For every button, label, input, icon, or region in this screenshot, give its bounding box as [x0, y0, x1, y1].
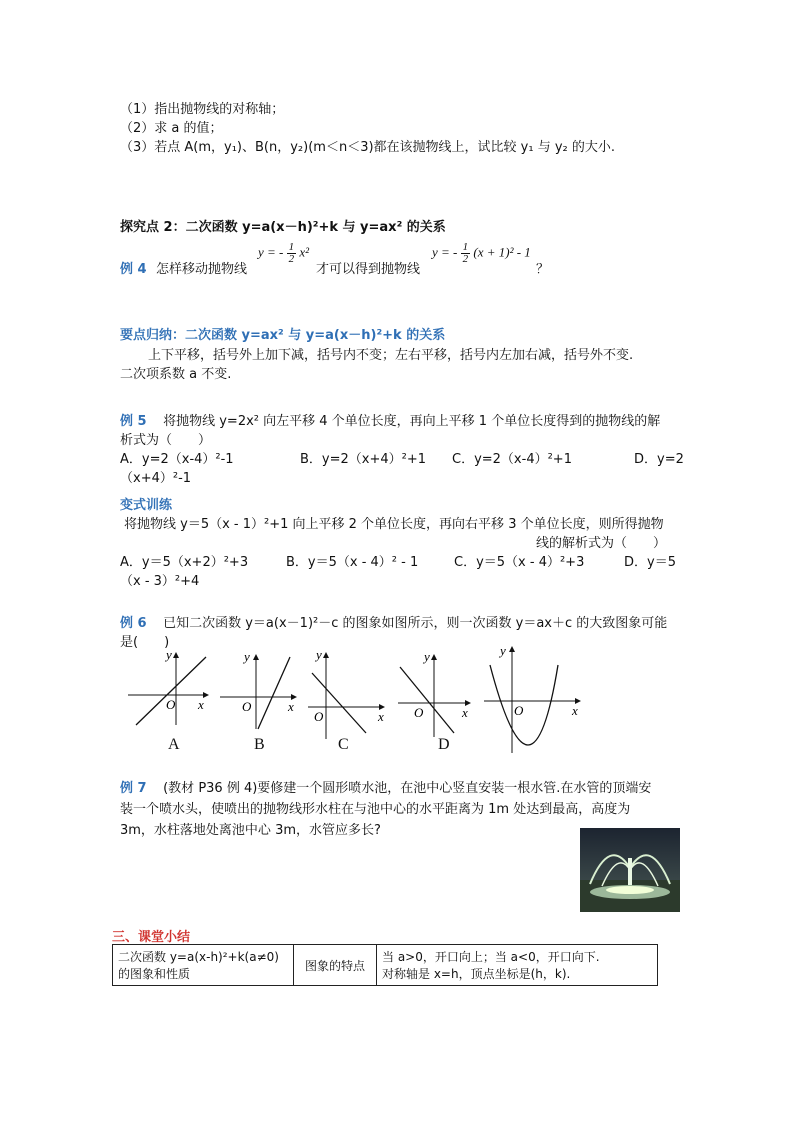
fountain-photo [580, 828, 680, 912]
keypoint-title: 要点归纳：二次函数 y=ax² 与 y=a(x－h)²+k 的关系 [120, 328, 446, 343]
formula-1-rhs: x² [299, 244, 310, 260]
graph-label-b: B [254, 736, 265, 753]
example-6-stem [120, 612, 667, 631]
graph-parabola [484, 645, 580, 753]
example-5-stem [120, 410, 660, 429]
example-4 [120, 240, 680, 280]
formula-2-fraction: $\frac{1}{2}$ [462, 241, 469, 265]
graph-b-y-label: y [244, 649, 250, 664]
question-part-1: （1）指出抛物线的对称轴； [120, 102, 285, 117]
example-4-text-c: ？ [536, 262, 550, 277]
graph-d [398, 649, 470, 737]
keypoint-line-2: 二次项系数 a 不变. [120, 367, 232, 382]
option-a[interactable]: A．y=2（x-4）²-1 [120, 452, 234, 467]
example-6-label: 例 6 [120, 616, 147, 631]
graph-label-d: D [438, 736, 450, 753]
option-c[interactable]: C．y=2（x-4）²+1 [452, 452, 572, 467]
graph-parabola-y-label: y [500, 645, 506, 658]
variant-option-d[interactable]: D．y＝5 [624, 555, 676, 570]
graph-parabola-x-label: x [572, 703, 578, 718]
variant-option-b[interactable]: B．y＝5（x - 4）² - 1 [286, 555, 419, 570]
example-5-text-2: 析式为（ ） [120, 433, 212, 448]
graph-b [220, 649, 296, 729]
graph-b-origin: O [242, 699, 252, 714]
option-d[interactable]: D．y=2 [634, 452, 684, 467]
formula-1-lhs: y = - [258, 244, 284, 260]
variant-text-2: 线的解析式为（ ） [536, 536, 667, 551]
example-7-stem [120, 777, 651, 796]
graph-c [308, 647, 384, 739]
formula-2-rhs: (x + 1)² - 1 [473, 244, 531, 260]
example-6-text-2: 是( ) [120, 635, 170, 650]
variant-option-c[interactable]: C．y＝5（x - 4）²+3 [454, 555, 585, 570]
summary-cell-feature: 图象的特点 [294, 945, 377, 986]
example-6-graphs [128, 645, 588, 760]
graph-d-x-label: x [462, 705, 468, 720]
option-b[interactable]: B．y=2（x+4）²+1 [300, 452, 427, 467]
graph-b-x-label: x [288, 699, 294, 714]
variant-text-1: 将抛物线 y＝5（x - 1）²+1 向上平移 2 个单位长度，再向右平移 3 个单位长度，则所得抛物 [124, 517, 664, 532]
example-5-label: 例 5 [120, 414, 147, 429]
example-7-label: 例 7 [120, 781, 147, 796]
variant-title: 变式训练 [120, 498, 173, 513]
example-7-text-2: 装一个喷水头，使喷出的抛物线形水柱在与池中心的水平距离为 1m 处达到最高，高度为 [120, 802, 631, 817]
example-4-text-b: 才可以得到抛物线 [316, 262, 421, 277]
summary-cell-subject: 二次函数 y=a(x-h)²+k(a≠0) 的图象和性质 [113, 945, 294, 986]
example-7-text-1: (教材 P36 例 4)要修建一个圆形喷水池，在池中心竖直安装一根水管.在水管的顶端安 [163, 781, 652, 796]
graph-c-y-label: y [316, 647, 322, 662]
graph-a-x-label: x [198, 697, 204, 712]
keypoint-line-1: 上下平移，括号外上加下减，括号内不变；左右平移，括号内左加右减，括号外不变. [148, 348, 634, 363]
example-4-label: 例 4 [120, 262, 147, 277]
graph-parabola-origin: O [514, 703, 524, 718]
graph-a [128, 647, 208, 725]
graph-label-a: A [168, 736, 180, 753]
summary-table [112, 944, 658, 986]
option-d-continued: （x+4）²-1 [120, 471, 192, 486]
example-5-text: 将抛物线 y=2x² 向左平移 4 个单位长度，再向上平移 1 个单位长度得到的抛物线的解 [163, 414, 661, 429]
table-row [113, 945, 658, 986]
graphs-svg [128, 645, 588, 760]
formula-2 [432, 242, 531, 265]
variant-option-a[interactable]: A．y＝5（x+2）²+3 [120, 555, 249, 570]
graph-c-origin: O [314, 709, 324, 724]
graph-c-x-label: x [378, 709, 384, 724]
variant-option-d-continued: （x - 3）²+4 [120, 574, 200, 589]
example-4-text-a: 怎样移动抛物线 [156, 262, 248, 277]
formula-1 [258, 242, 309, 265]
graph-d-y-label: y [424, 649, 430, 664]
summary-cell-content: 当 a>0，开口向上；当 a<0，开口向下. 对称轴是 x=h，顶点坐标是(h，k). [377, 945, 658, 986]
graph-d-origin: O [414, 705, 424, 720]
section-title: 探究点 2：二次函数 y=a(x－h)²+k 与 y=ax² 的关系 [120, 220, 446, 235]
formula-2-lhs: y = - [432, 244, 458, 260]
graph-a-y-label: y [166, 647, 172, 662]
graph-label-c: C [338, 736, 349, 753]
graph-a-origin: O [166, 697, 176, 712]
question-part-2: （2）求 a 的值； [120, 121, 223, 136]
example-6-text: 已知二次函数 y＝a(x－1)²－c 的图象如图所示，则一次函数 y＝ax＋c 的大致图象可能 [163, 616, 668, 631]
summary-heading: 三、课堂小结 [112, 930, 191, 945]
question-part-3: （3）若点 A(m，y₁)、B(n，y₂)(m＜n＜3)都在该抛物线上，试比较 y₁ 与 y₂ 的大小. [120, 140, 616, 155]
example-7-text-3: 3m，水柱落地处离池中心 3m，水管应多长? [120, 823, 381, 838]
formula-1-fraction: $\frac{1}{2}$ [288, 241, 295, 265]
